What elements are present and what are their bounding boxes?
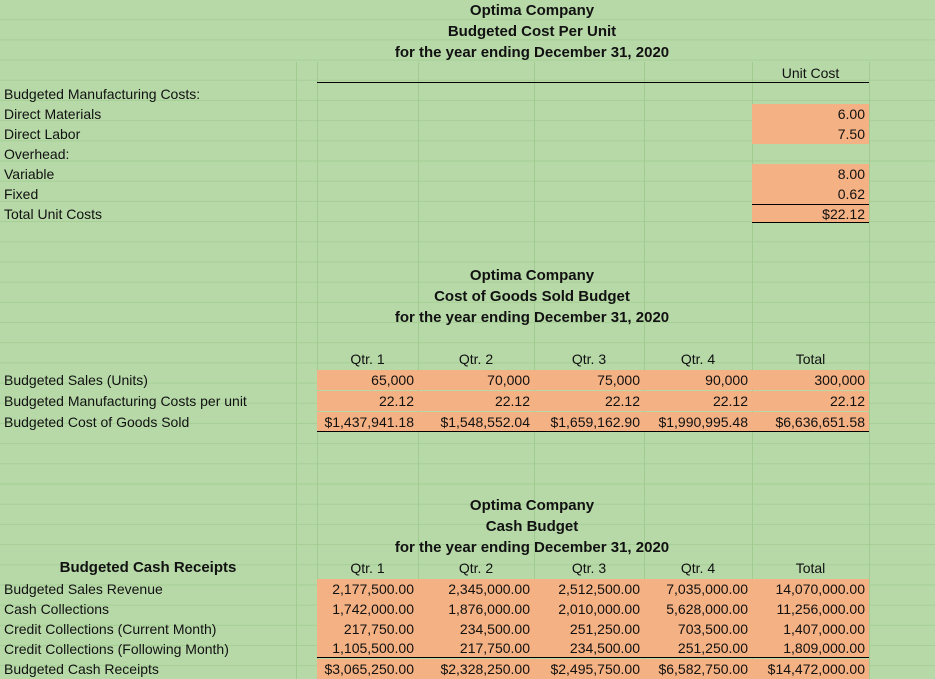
cash-subtitle: Cash Budget bbox=[485, 518, 579, 535]
unit-cost-cell[interactable]: 7.50 bbox=[752, 124, 869, 144]
column-header: Qtr. 2 bbox=[458, 351, 494, 367]
row-label: Direct Materials bbox=[4, 106, 102, 122]
cash-company-title: Optima Company bbox=[469, 497, 595, 514]
cash-cell[interactable]: $2,495,750.00 bbox=[534, 659, 644, 679]
cash-cell[interactable]: 703,500.00 bbox=[644, 619, 752, 639]
cash-cell[interactable]: $2,328,250.00 bbox=[418, 659, 534, 679]
row-label: Cash Collections bbox=[4, 601, 110, 617]
cash-cell[interactable]: 217,750.00 bbox=[418, 639, 534, 658]
cogs-cell[interactable]: 300,000 bbox=[752, 370, 869, 390]
total-unit-cost-cell[interactable]: $22.12 bbox=[752, 204, 869, 223]
column-header: Qtr. 3 bbox=[571, 560, 607, 576]
row-label: Budgeted Manufacturing Costs per unit bbox=[4, 393, 247, 409]
unit-cost-cell[interactable]: 6.00 bbox=[752, 104, 869, 124]
grid-column-line bbox=[869, 62, 870, 679]
cash-cell[interactable]: $6,582,750.00 bbox=[644, 659, 752, 679]
row-label: Budgeted Sales Revenue bbox=[4, 581, 163, 597]
column-header: Total bbox=[795, 351, 826, 367]
cash-cell[interactable]: 1,809,000.00 bbox=[752, 639, 869, 658]
cogs-company-title: Optima Company bbox=[469, 267, 595, 284]
cogs-cell[interactable]: 65,000 bbox=[317, 370, 418, 390]
cash-cell[interactable]: 217,750.00 bbox=[317, 619, 418, 639]
cash-cell[interactable]: 2,345,000.00 bbox=[418, 579, 534, 599]
row-label: Total Unit Costs bbox=[4, 206, 103, 222]
column-header: Qtr. 1 bbox=[350, 351, 385, 367]
unit-cost-period: for the year ending December 31, 2020 bbox=[394, 44, 670, 61]
unit-cost-company-title: Optima Company bbox=[469, 2, 595, 19]
cogs-cell[interactable]: $1,990,995.48 bbox=[644, 412, 752, 432]
cash-cell[interactable]: 7,035,000.00 bbox=[644, 579, 752, 599]
cogs-cell[interactable]: $1,437,941.18 bbox=[317, 412, 418, 432]
row-label: Direct Labor bbox=[4, 126, 81, 142]
row-label: Variable bbox=[4, 166, 55, 182]
row-label: Credit Collections (Following Month) bbox=[4, 641, 229, 657]
cogs-cell[interactable]: 22.12 bbox=[644, 391, 752, 411]
cogs-cell[interactable]: $6,636,651.58 bbox=[752, 412, 869, 432]
cogs-cell[interactable]: 75,000 bbox=[534, 370, 644, 390]
row-label: Fixed bbox=[4, 186, 39, 202]
cash-receipts-section-label: Budgeted Cash Receipts bbox=[59, 559, 237, 576]
cogs-cell[interactable]: $1,548,552.04 bbox=[418, 412, 534, 432]
unit-cost-subtitle: Budgeted Cost Per Unit bbox=[447, 23, 617, 40]
cash-cell[interactable]: 1,407,000.00 bbox=[752, 619, 869, 639]
cogs-cell[interactable]: 22.12 bbox=[317, 391, 418, 411]
row-label: Overhead: bbox=[4, 146, 70, 162]
row-label: Budgeted Cost of Goods Sold bbox=[4, 414, 190, 430]
unit-cost-cell[interactable]: 8.00 bbox=[752, 164, 869, 184]
cash-cell[interactable]: 251,250.00 bbox=[534, 619, 644, 639]
row-label: Budgeted Manufacturing Costs: bbox=[4, 86, 201, 102]
column-header: Total bbox=[795, 560, 826, 576]
cash-cell[interactable]: 234,500.00 bbox=[534, 639, 644, 658]
cash-cell[interactable]: 14,070,000.00 bbox=[752, 579, 869, 599]
cogs-cell[interactable]: 70,000 bbox=[418, 370, 534, 390]
cash-cell[interactable]: 2,512,500.00 bbox=[534, 579, 644, 599]
column-header: Qtr. 3 bbox=[571, 351, 607, 367]
cash-cell[interactable]: 251,250.00 bbox=[644, 639, 752, 658]
row-label: Budgeted Cash Receipts bbox=[4, 661, 159, 677]
cash-cell[interactable]: $14,472,000.00 bbox=[752, 659, 869, 679]
cash-cell[interactable]: 2,010,000.00 bbox=[534, 599, 644, 619]
column-header: Qtr. 4 bbox=[680, 351, 716, 367]
unit-cost-cell[interactable]: 0.62 bbox=[752, 184, 869, 204]
cash-cell[interactable]: $3,065,250.00 bbox=[317, 659, 418, 679]
cogs-cell[interactable]: 22.12 bbox=[752, 391, 869, 411]
cogs-cell[interactable]: $1,659,162.90 bbox=[534, 412, 644, 432]
unit-cost-header: Unit Cost bbox=[781, 65, 840, 81]
cogs-subtitle: Cost of Goods Sold Budget bbox=[434, 288, 630, 305]
cash-cell[interactable]: 1,742,000.00 bbox=[317, 599, 418, 619]
cash-period: for the year ending December 31, 2020 bbox=[394, 539, 670, 556]
column-header: Qtr. 4 bbox=[680, 560, 716, 576]
cogs-cell[interactable]: 90,000 bbox=[644, 370, 752, 390]
cogs-period: for the year ending December 31, 2020 bbox=[394, 309, 670, 326]
cash-cell[interactable]: 234,500.00 bbox=[418, 619, 534, 639]
cash-cell[interactable]: 5,628,000.00 bbox=[644, 599, 752, 619]
cash-cell[interactable]: 1,105,500.00 bbox=[317, 639, 418, 658]
cash-cell[interactable]: 11,256,000.00 bbox=[752, 599, 869, 619]
cogs-cell[interactable]: 22.12 bbox=[534, 391, 644, 411]
column-header: Qtr. 1 bbox=[350, 560, 385, 576]
cash-cell[interactable]: 1,876,000.00 bbox=[418, 599, 534, 619]
cogs-cell[interactable]: 22.12 bbox=[418, 391, 534, 411]
row-label: Budgeted Sales (Units) bbox=[4, 372, 148, 388]
row-label: Credit Collections (Current Month) bbox=[4, 621, 217, 637]
column-header: Qtr. 2 bbox=[458, 560, 494, 576]
cash-cell[interactable]: 2,177,500.00 bbox=[317, 579, 418, 599]
